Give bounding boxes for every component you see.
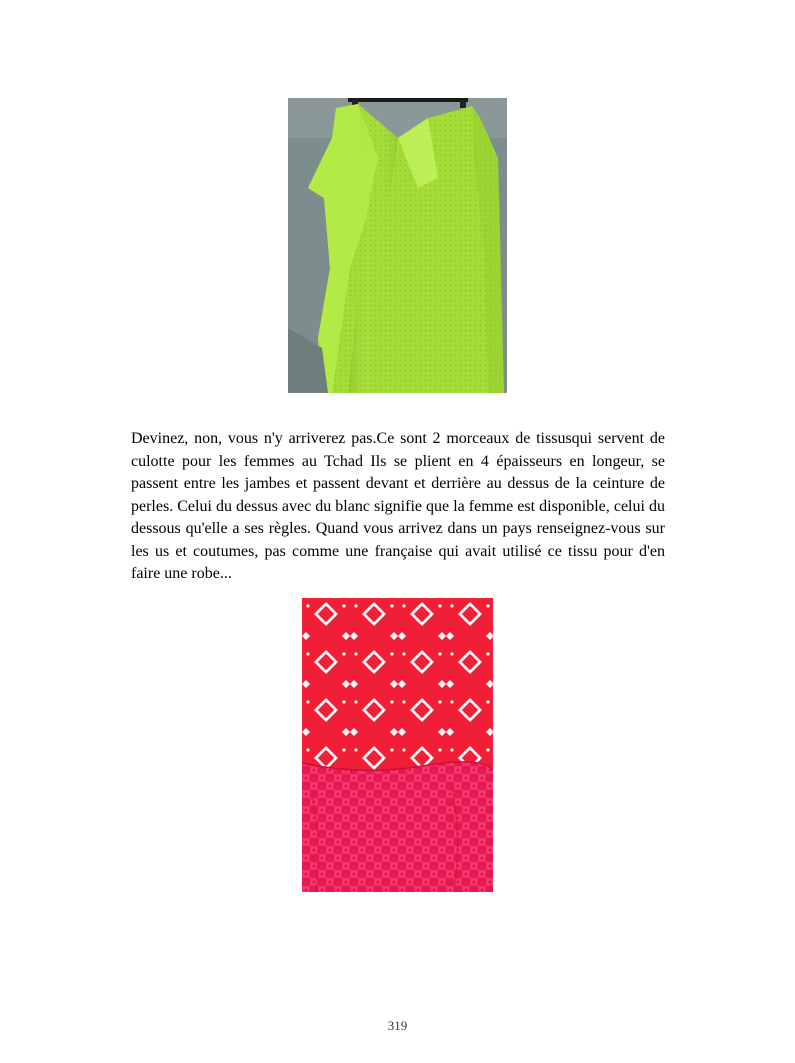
page-number: 319: [387, 1018, 408, 1033]
red-fabric-photo: [302, 598, 493, 892]
body-paragraph: Devinez, non, vous n'y arriverez pas.Ce sont 2 morceaux de tissusqui servent de culotte pour les femmes au Tchad Ils se plient en 4 épaisseurs en longeur, se passent entre les jambes et passent devant et derrière au dessus de la ceinture de perles. Celui du dessus avec du blanc signifie que la femme est disponible, celui du dessous qu'elle a ses règles. Quand vous arrivez dans un pays renseignez-vous sur les us et coutumes, pas comme une française qui avait utilisé ce tissu pour d'en faire une robe...: [131, 430, 665, 582]
red-fabric-image: [302, 598, 493, 892]
green-fabric-photo: [288, 98, 507, 393]
green-fabric-image: [288, 98, 507, 393]
